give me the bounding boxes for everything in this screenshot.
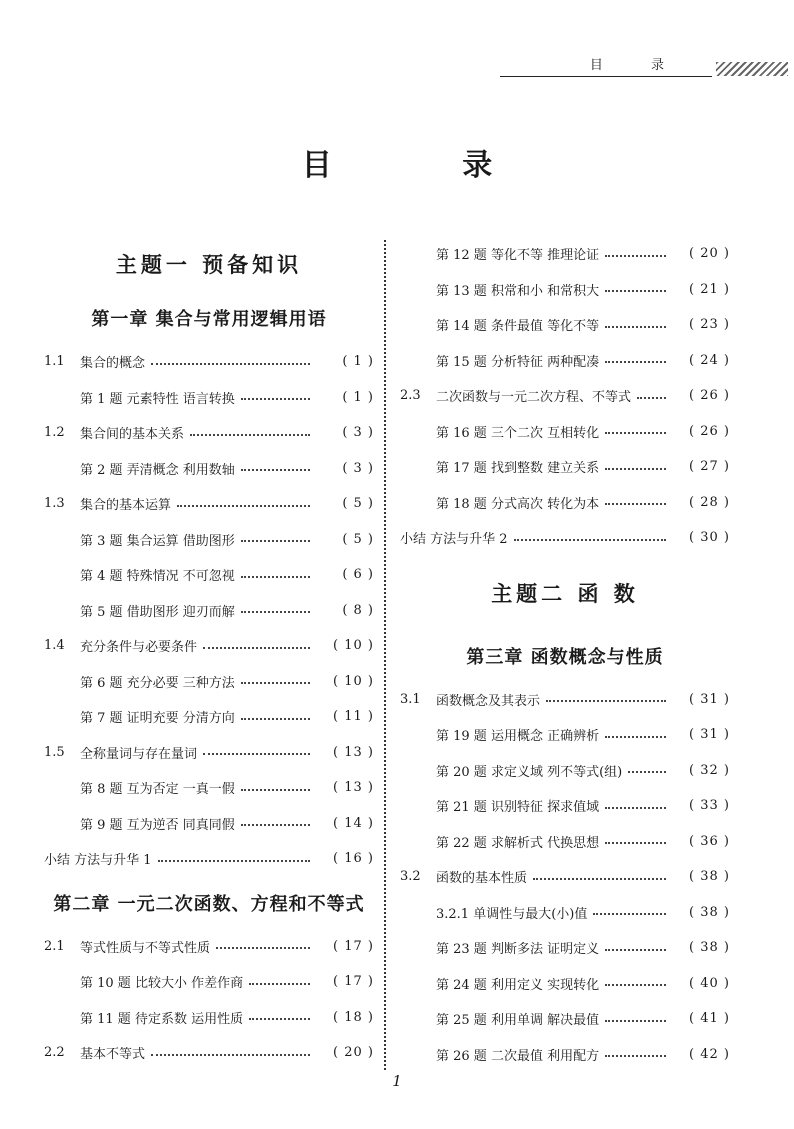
summary-title: 小结 方法与升华 2 <box>400 532 508 548</box>
header-label: 目 录 <box>589 58 686 73</box>
page-ref: ( 23 ) <box>689 317 730 333</box>
leader-dots <box>241 611 310 613</box>
page-ref: ( 32 ) <box>689 762 730 778</box>
toc-entry[interactable] <box>44 593 374 629</box>
section-title: 基本不等式 <box>80 1047 146 1063</box>
toc-entry[interactable] <box>400 824 730 860</box>
page-ref: ( 13 ) <box>333 780 374 796</box>
section-title: 全称量词与存在量词 <box>80 746 198 762</box>
page-ref: ( 27 ) <box>689 459 730 475</box>
toc-entry[interactable] <box>400 788 730 824</box>
page-ref: ( 33 ) <box>689 798 730 814</box>
page-ref: ( 14 ) <box>333 815 374 831</box>
entry-title: 第 6 题 充分必要 三种方法 <box>80 675 235 691</box>
toc-section[interactable] <box>44 415 374 451</box>
leader-dots <box>151 1054 310 1056</box>
page-ref: ( 36 ) <box>689 833 730 849</box>
section-title: 函数的基本性质 <box>436 871 528 887</box>
page-ref: ( 17 ) <box>333 938 374 954</box>
topic-heading: 主题一 预备知识 <box>115 252 303 277</box>
section-title: 集合的概念 <box>80 356 146 372</box>
section-title: 集合的基本运算 <box>80 498 172 514</box>
leader-dots <box>241 540 310 542</box>
section-number: 1.3 <box>44 496 65 512</box>
toc-entry[interactable] <box>400 272 730 308</box>
leader-dots <box>241 789 310 791</box>
page-ref: ( 20 ) <box>689 246 730 262</box>
page-ref: ( 30 ) <box>689 530 730 546</box>
page-ref: ( 24 ) <box>689 352 730 368</box>
entry-title: 第 5 题 借助图形 迎刃而解 <box>80 604 235 620</box>
section-number: 1.1 <box>44 354 65 370</box>
toc-entry[interactable] <box>400 717 730 753</box>
leader-dots <box>605 326 666 328</box>
page-ref: ( 8 ) <box>342 602 374 618</box>
toc-entry[interactable] <box>44 699 374 735</box>
toc-entry[interactable] <box>44 522 374 558</box>
page-ref: ( 38 ) <box>689 904 730 920</box>
section-title: 函数概念及其表示 <box>436 693 541 709</box>
toc-entry[interactable] <box>44 380 374 416</box>
toc-entry[interactable] <box>44 664 374 700</box>
section-number: 1.5 <box>44 744 65 760</box>
leader-dots <box>249 1018 310 1020</box>
page-ref: ( 21 ) <box>689 281 730 297</box>
section-title: 等式性质与不等式性质 <box>80 940 211 956</box>
toc-section[interactable] <box>44 344 374 380</box>
leader-dots <box>241 824 310 826</box>
leader-dots <box>605 255 666 257</box>
entry-title: 第 21 题 识别特征 探求值域 <box>436 800 600 816</box>
page-ref: ( 11 ) <box>333 709 374 725</box>
page-ref: ( 31 ) <box>689 691 730 707</box>
entry-title: 第 12 题 等化不等 推理论证 <box>436 248 600 264</box>
leader-dots <box>605 1055 666 1057</box>
toc-section[interactable] <box>44 1035 374 1071</box>
page-number: 1 <box>392 1072 402 1090</box>
toc-summary[interactable] <box>44 841 374 877</box>
page-ref: ( 17 ) <box>333 974 374 990</box>
entry-title: 第 1 题 元素特性 语言转换 <box>80 391 235 407</box>
section-number: 1.2 <box>44 425 65 441</box>
entry-title: 第 10 题 比较大小 作差作商 <box>80 976 244 992</box>
toc-summary[interactable] <box>400 520 730 556</box>
page-ref: ( 20 ) <box>333 1045 374 1061</box>
toc-entry[interactable] <box>400 1037 730 1073</box>
page-ref: ( 31 ) <box>689 727 730 743</box>
toc-entry[interactable] <box>44 964 374 1000</box>
leader-dots <box>605 1020 666 1022</box>
entry-title: 第 15 题 分析特征 两种配凑 <box>436 354 600 370</box>
entry-title: 第 14 题 条件最值 等化不等 <box>436 319 600 335</box>
toc-entry[interactable] <box>400 307 730 343</box>
entry-title: 第 2 题 弄清概念 利用数轴 <box>80 462 235 478</box>
page-ref: ( 10 ) <box>333 638 374 654</box>
leader-dots <box>241 576 310 578</box>
entry-title: 第 18 题 分式高次 转化为本 <box>436 496 600 512</box>
page-ref: ( 26 ) <box>689 388 730 404</box>
toc-section[interactable] <box>400 682 730 718</box>
leader-dots <box>605 432 666 434</box>
leader-dots <box>605 842 666 844</box>
section-number: 2.2 <box>44 1045 65 1061</box>
page-ref: ( 38 ) <box>689 869 730 885</box>
toc-entry[interactable] <box>44 557 374 593</box>
chapter-heading: 第一章 集合与常用逻辑用语 <box>91 309 327 330</box>
section-number: 3.2 <box>400 869 421 885</box>
leader-dots <box>605 807 666 809</box>
page-ref: ( 5 ) <box>342 496 374 512</box>
entry-title: 第 8 题 互为否定 一真一假 <box>80 782 235 798</box>
summary-title: 小结 方法与升华 1 <box>44 853 152 869</box>
leader-dots <box>605 468 666 470</box>
leader-dots <box>203 753 310 755</box>
toc-entry[interactable] <box>400 753 730 789</box>
entry-title: 第 16 题 三个二次 互相转化 <box>436 425 600 441</box>
toc-entry[interactable] <box>400 930 730 966</box>
column-divider <box>384 240 386 1070</box>
header-ornament <box>716 62 788 76</box>
entry-title: 第 11 题 待定系数 运用性质 <box>80 1011 244 1027</box>
page-ref: ( 10 ) <box>333 673 374 689</box>
leader-dots <box>593 913 666 915</box>
leader-dots <box>249 983 310 985</box>
page-ref: ( 40 ) <box>689 975 730 991</box>
section-title: 充分条件与必要条件 <box>80 640 198 656</box>
page-ref: ( 13 ) <box>333 744 374 760</box>
leader-dots <box>190 434 310 436</box>
leader-dots <box>637 397 666 399</box>
page-ref: ( 1 ) <box>342 389 374 405</box>
page-ref: ( 42 ) <box>689 1046 730 1062</box>
leader-dots <box>241 398 310 400</box>
leader-dots <box>546 700 666 702</box>
toc-section[interactable] <box>44 628 374 664</box>
entry-title: 第 13 题 积常和小 和常积大 <box>436 283 600 299</box>
section-title: 二次函数与一元二次方程、不等式 <box>436 390 632 406</box>
toc-entry[interactable] <box>400 966 730 1002</box>
toc-section[interactable] <box>44 486 374 522</box>
page-title: 目 录 <box>301 148 553 183</box>
page-ref: ( 38 ) <box>689 940 730 956</box>
leader-dots <box>605 290 666 292</box>
section-number: 2.3 <box>400 388 421 404</box>
toc-entry[interactable] <box>400 449 730 485</box>
toc-entry[interactable] <box>44 770 374 806</box>
toc-entry[interactable] <box>44 451 374 487</box>
leader-dots <box>628 771 666 773</box>
leader-dots <box>605 736 666 738</box>
leader-dots <box>241 682 310 684</box>
leader-dots <box>605 984 666 986</box>
entry-title: 第 24 题 利用定义 实现转化 <box>436 977 600 993</box>
toc-entry[interactable] <box>400 485 730 521</box>
leader-dots <box>241 469 310 471</box>
leader-dots <box>605 949 666 951</box>
page-ref: ( 3 ) <box>342 425 374 441</box>
toc-entry[interactable] <box>400 1001 730 1037</box>
leader-dots <box>605 361 666 363</box>
subsection-title: 3.2.1 单调性与最大(小)值 <box>436 906 588 922</box>
leader-dots <box>177 505 310 507</box>
leader-dots <box>605 503 666 505</box>
leader-dots <box>533 878 666 880</box>
entry-title: 第 4 题 特殊情况 不可忽视 <box>80 569 235 585</box>
entry-title: 第 22 题 求解析式 代换思想 <box>436 835 600 851</box>
topic-heading: 主题二 函 数 <box>491 580 639 606</box>
toc-entry[interactable] <box>44 1000 374 1036</box>
entry-title: 第 3 题 集合运算 借助图形 <box>80 533 235 549</box>
toc-entry[interactable] <box>400 236 730 272</box>
section-number: 3.1 <box>400 691 421 707</box>
entry-title: 第 7 题 证明充要 分清方向 <box>80 711 235 727</box>
page-ref: ( 18 ) <box>333 1009 374 1025</box>
running-header <box>494 52 794 82</box>
entry-title: 第 20 题 求定义域 列不等式(组) <box>436 764 623 780</box>
page-ref: ( 5 ) <box>342 531 374 547</box>
section-number: 1.4 <box>44 638 65 654</box>
header-rule <box>500 76 712 77</box>
leader-dots <box>203 647 310 649</box>
entry-title: 第 9 题 互为逆否 同真同假 <box>80 817 235 833</box>
section-title: 集合间的基本关系 <box>80 427 185 443</box>
chapter-heading: 第三章 函数概念与性质 <box>466 646 664 668</box>
toc-section[interactable] <box>44 929 374 965</box>
leader-dots <box>241 718 310 720</box>
page-ref: ( 16 ) <box>333 851 374 867</box>
entry-title: 第 19 题 运用概念 正确辨析 <box>436 729 600 745</box>
page-ref: ( 1 ) <box>342 354 374 370</box>
entry-title: 第 26 题 二次最值 利用配方 <box>436 1048 600 1064</box>
toc-section[interactable] <box>400 378 730 414</box>
page-ref: ( 41 ) <box>689 1011 730 1027</box>
toc-entry[interactable] <box>44 806 374 842</box>
section-number: 2.1 <box>44 938 65 954</box>
page-ref: ( 26 ) <box>689 423 730 439</box>
entry-title: 第 23 题 判断多法 证明定义 <box>436 942 600 958</box>
leader-dots <box>158 860 310 862</box>
toc-right-column <box>400 236 730 1072</box>
toc-subsection[interactable] <box>400 895 730 931</box>
leader-dots <box>216 947 310 949</box>
page-ref: ( 28 ) <box>689 494 730 510</box>
toc-left-column <box>44 236 374 1071</box>
leader-dots <box>151 363 310 365</box>
toc-entry[interactable] <box>400 414 730 450</box>
page-ref: ( 6 ) <box>342 567 374 583</box>
entry-title: 第 25 题 利用单调 解决最值 <box>436 1013 600 1029</box>
chapter-heading: 第二章 一元二次函数、方程和不等式 <box>53 893 365 915</box>
toc-section[interactable] <box>400 859 730 895</box>
entry-title: 第 17 题 找到整数 建立关系 <box>436 461 600 477</box>
toc-entry[interactable] <box>400 343 730 379</box>
page-ref: ( 3 ) <box>342 460 374 476</box>
toc-section[interactable] <box>44 735 374 771</box>
leader-dots <box>514 539 666 541</box>
